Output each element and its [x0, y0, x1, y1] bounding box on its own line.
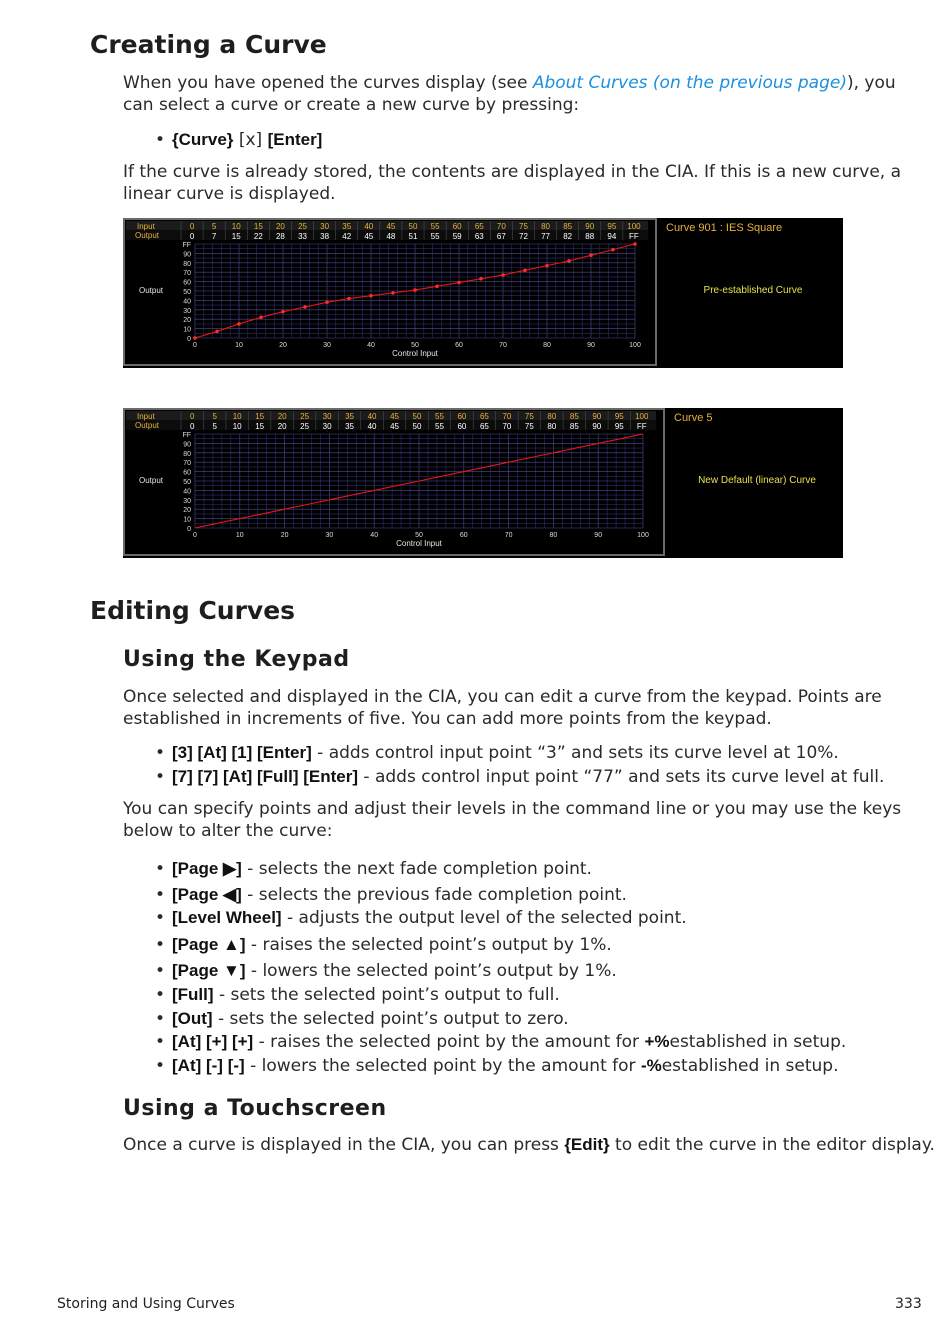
curve-point	[611, 248, 615, 252]
input-value: 70	[502, 412, 512, 421]
input-value: 55	[430, 222, 440, 231]
key-curve: {Curve}	[172, 130, 234, 149]
y-tick-label: 30	[183, 497, 191, 505]
output-value: 55	[430, 232, 440, 241]
input-value: 20	[277, 412, 287, 421]
bullet-dot: •	[155, 1056, 166, 1076]
key-label: [At] [+] [+]	[172, 1032, 254, 1051]
input-value: 90	[592, 412, 602, 421]
bullet-dot: •	[155, 130, 166, 150]
x-tick-label: 70	[504, 532, 513, 539]
bullet-dot: •	[155, 961, 166, 981]
bullet-dot: •	[155, 985, 166, 1005]
key-list-item	[155, 934, 612, 956]
bullet-text: established in setup.	[669, 1032, 847, 1052]
x-tick-label: 50	[415, 532, 423, 539]
input-value: 15	[253, 222, 263, 231]
paragraph-text: to edit the curve in the editor display.	[609, 1135, 935, 1155]
input-value: 45	[386, 222, 396, 231]
key-amount: -%	[640, 1056, 662, 1075]
output-value: 80	[547, 422, 557, 431]
bullet-dot: •	[155, 743, 166, 763]
x-tick-label: 100	[629, 342, 641, 349]
paragraph-text: Once a curve is displayed in the CIA, you can press	[123, 1135, 565, 1155]
x-axis-label: Control Input	[392, 349, 438, 358]
bullet-text: - lowers the selected point’s output by 1%.	[245, 961, 617, 981]
x-axis-label: Control Input	[396, 539, 442, 548]
y-tick-label: FF	[182, 432, 191, 439]
bullet-dot: •	[155, 908, 166, 928]
output-value: FF	[629, 232, 639, 241]
curve-point	[391, 291, 395, 295]
output-value: 82	[563, 232, 573, 241]
input-value: 10	[232, 412, 242, 421]
x-tick-label: 60	[455, 342, 463, 349]
curve-title: Curve 5	[674, 412, 713, 424]
input-value: 90	[585, 222, 595, 231]
heading-editing-curves: Editing Curves	[90, 596, 296, 625]
input-value: 75	[524, 412, 534, 421]
x-tick-label: 10	[235, 532, 244, 539]
curve-point	[259, 316, 263, 320]
output-value: 22	[253, 232, 263, 241]
bullet-keypad-1	[155, 742, 839, 764]
curve-point	[325, 300, 329, 304]
key-label: [Level Wheel]	[172, 908, 282, 927]
heading-creating-a-curve: Creating a Curve	[90, 30, 327, 59]
y-tick-label: 10	[183, 326, 191, 334]
x-tick-label: 50	[411, 342, 419, 349]
curve-point	[215, 330, 219, 334]
bullet-dot: •	[155, 1032, 166, 1052]
key-label: [Out]	[172, 1009, 213, 1028]
bullet-text: - adjusts the output level of the selected point.	[281, 908, 687, 928]
input-value: 70	[496, 222, 506, 231]
output-label: Output	[135, 231, 160, 240]
x-tick-label: 80	[549, 532, 558, 539]
x-tick-label: 20	[279, 342, 287, 349]
input-value: 5	[211, 222, 217, 231]
output-value: 20	[277, 422, 287, 431]
bullet-text: - adds control input point “77” and sets its curve level at full.	[358, 767, 885, 787]
paragraph-specify-points: You can specify points and adjust their levels in the command line or you may use the keys below to alter the curve:	[123, 799, 902, 841]
curve-screenshot-linear	[123, 408, 843, 558]
key-amount: +%	[644, 1032, 670, 1051]
x-tick-label: 0	[193, 532, 197, 539]
curve-point	[501, 273, 505, 277]
heading-using-a-touchscreen: Using a Touchscreen	[123, 1096, 387, 1121]
x-tick-label: 100	[637, 532, 649, 539]
curve-point	[589, 253, 593, 257]
output-value: 94	[607, 232, 617, 241]
output-value: 50	[412, 422, 422, 431]
y-tick-label: 90	[183, 251, 191, 259]
x-tick-label: 30	[325, 532, 334, 539]
bullet-dot: •	[155, 935, 166, 955]
curve-description: New Default (linear) Curve	[698, 475, 816, 486]
curve-screenshot-svg	[123, 408, 843, 558]
input-value: 50	[408, 222, 418, 231]
bullet-dot: •	[155, 885, 166, 905]
curve-point	[237, 322, 241, 326]
output-value: 38	[320, 232, 330, 241]
x-tick-label: 30	[323, 342, 331, 349]
y-tick-label: 60	[183, 469, 191, 477]
output-value: 65	[479, 422, 489, 431]
y-tick-label: 70	[183, 270, 191, 278]
key-list-item	[155, 1008, 569, 1030]
output-value: 15	[255, 422, 265, 431]
y-tick-label: 60	[183, 279, 191, 287]
output-value: 42	[342, 232, 352, 241]
output-value: 60	[457, 422, 467, 431]
key-list-item	[155, 984, 560, 1006]
y-tick-label: 30	[183, 307, 191, 315]
footer-section-title: Storing and Using Curves	[57, 1296, 235, 1312]
y-axis-label: Output	[139, 476, 164, 485]
input-value: 85	[563, 222, 573, 231]
curve-point	[457, 281, 461, 285]
input-value: 75	[519, 222, 528, 231]
key-label: [At] [-] [-]	[172, 1056, 245, 1075]
bullet-text: - selects the previous fade completion point.	[241, 885, 627, 905]
y-tick-label: FF	[182, 242, 191, 249]
y-tick-label: 0	[187, 336, 191, 343]
y-tick-label: 20	[183, 507, 191, 515]
y-tick-label: 50	[183, 289, 191, 296]
bullet-dot: •	[155, 767, 166, 787]
x-tick-label: 10	[235, 342, 243, 349]
input-label: Input	[137, 412, 155, 421]
bullet-text: - sets the selected point’s output to zero.	[212, 1009, 569, 1029]
x-tick-label: 0	[193, 342, 197, 349]
curve-point	[369, 294, 373, 298]
about-curves-link[interactable]: About Curves (on the previous page)	[532, 73, 847, 93]
output-value: 33	[298, 232, 307, 241]
y-tick-label: 50	[183, 479, 191, 486]
x-tick-label: 90	[594, 532, 603, 539]
paragraph-keypad-edit: Once selected and displayed in the CIA, you can edit a curve from the keypad. Points are established in increments of five. You can add more points from the keypad.	[123, 687, 882, 729]
bullet-dot: •	[155, 1009, 166, 1029]
key-label: [Page ◀]	[172, 885, 242, 904]
output-value: 0	[189, 232, 195, 241]
footer-page-number: 333	[895, 1296, 922, 1312]
output-value: 48	[386, 232, 396, 241]
x-tick-label: 70	[499, 342, 507, 349]
input-value: 30	[322, 412, 332, 421]
input-value: 35	[342, 222, 352, 231]
output-value: 72	[519, 232, 528, 241]
output-value: 70	[502, 422, 512, 431]
heading-using-the-keypad: Using the Keypad	[123, 647, 350, 672]
x-tick-label: 90	[587, 342, 595, 349]
paragraph-text: ), you can select a curve or create a new curve by pressing:	[123, 73, 896, 115]
output-value: 7	[211, 232, 217, 241]
key-label: [Page ▲]	[172, 935, 246, 954]
input-value: 5	[212, 412, 217, 421]
key-label: [Page ▼]	[172, 961, 246, 980]
input-value: 40	[367, 412, 377, 421]
curve-point	[303, 305, 307, 309]
bullet-text: - raises the selected point by the amount for	[253, 1032, 645, 1052]
key-list-item	[155, 907, 687, 929]
input-value: 50	[412, 412, 422, 421]
x-tick-label: 40	[370, 532, 379, 539]
bullet-text: - raises the selected point’s output by 1%.	[245, 935, 612, 955]
x-tick-label: 20	[280, 532, 289, 539]
key-edit: {Edit}	[564, 1135, 610, 1154]
output-value: 25	[300, 422, 310, 431]
key-sequence: [3] [At] [1] [Enter]	[172, 743, 312, 762]
curve-point	[479, 277, 483, 281]
input-value: 15	[255, 412, 265, 421]
curve-screenshot-ies-square	[123, 218, 843, 368]
input-value: 60	[452, 222, 462, 231]
output-value: FF	[636, 422, 647, 431]
y-tick-label: 80	[183, 450, 191, 458]
output-value: 77	[541, 232, 551, 241]
input-value: 95	[607, 222, 617, 231]
paragraph-open-curves	[123, 72, 923, 116]
input-label: Input	[137, 222, 155, 231]
y-tick-label: 90	[183, 441, 191, 449]
output-label: Output	[135, 421, 160, 430]
input-value: 100	[627, 222, 641, 231]
x-tick-label: 60	[459, 532, 468, 539]
output-value: 90	[592, 422, 602, 431]
input-value: 80	[547, 412, 557, 421]
output-value: 45	[364, 232, 374, 241]
key-label: [Full]	[172, 985, 214, 1004]
curve-screenshot-svg	[123, 218, 843, 368]
output-value: 0	[190, 422, 195, 431]
input-value: 0	[190, 412, 195, 421]
input-value: 25	[300, 412, 310, 421]
output-value: 59	[452, 232, 462, 241]
key-list-item	[155, 1031, 846, 1053]
key-list-item	[155, 960, 617, 982]
curve-point	[567, 259, 571, 263]
curve-point	[193, 336, 197, 340]
input-value: 25	[298, 222, 307, 231]
bullet-text: - adds control input point “3” and sets its curve level at 10%.	[311, 743, 839, 763]
bullet-dot: •	[155, 859, 166, 879]
y-tick-label: 20	[183, 317, 191, 325]
bullet-text: - sets the selected point’s output to full.	[213, 985, 560, 1005]
output-value: 28	[275, 232, 285, 241]
input-value: 80	[541, 222, 551, 231]
output-value: 75	[524, 422, 534, 431]
output-value: 51	[408, 232, 418, 241]
output-value: 30	[322, 422, 332, 431]
output-value: 67	[496, 232, 506, 241]
y-tick-label: 80	[183, 260, 191, 268]
input-value: 35	[345, 412, 355, 421]
key-x: [x]	[233, 130, 268, 150]
output-value: 45	[390, 422, 399, 431]
bullet-curve-enter	[155, 129, 322, 151]
paragraph-curve-stored: If the curve is already stored, the contents are displayed in the CIA. If this is a new curve, a linear curve is displayed.	[123, 162, 902, 204]
key-list-item	[155, 858, 592, 880]
output-value: 63	[474, 232, 484, 241]
output-value: 55	[435, 422, 444, 431]
curve-title: Curve 901 : IES Square	[666, 222, 783, 234]
curve-point	[281, 310, 285, 314]
input-value: 65	[479, 412, 489, 421]
output-value: 10	[232, 422, 242, 431]
paragraph-touchscreen	[123, 1134, 943, 1156]
key-list-item	[155, 884, 627, 906]
input-value: 95	[614, 412, 624, 421]
key-sequence: [7] [7] [At] [Full] [Enter]	[172, 767, 359, 786]
y-tick-label: 40	[183, 488, 191, 496]
output-value: 15	[231, 232, 241, 241]
curve-point	[413, 288, 417, 292]
output-value: 35	[345, 422, 355, 431]
key-enter: [Enter]	[267, 130, 323, 149]
y-tick-label: 40	[183, 298, 191, 306]
bullet-text: established in setup.	[661, 1056, 839, 1076]
y-axis-label: Output	[139, 286, 164, 295]
bullet-text: - selects the next fade completion point.	[241, 859, 592, 879]
y-tick-label: 0	[187, 526, 191, 533]
y-tick-label: 10	[183, 516, 191, 524]
curve-point	[347, 297, 351, 301]
bullet-keypad-2	[155, 766, 884, 788]
output-value: 95	[614, 422, 624, 431]
input-value: 55	[435, 412, 444, 421]
output-value: 40	[367, 422, 377, 431]
curve-point	[545, 264, 549, 268]
input-value: 40	[364, 222, 374, 231]
curve-point	[523, 269, 527, 273]
input-value: 65	[474, 222, 484, 231]
input-value: 85	[569, 412, 579, 421]
key-list-item	[155, 1055, 839, 1077]
input-value: 45	[390, 412, 399, 421]
curve-description: Pre-established Curve	[703, 285, 803, 296]
curve-point	[633, 242, 637, 246]
input-value: 20	[275, 222, 285, 231]
output-value: 5	[212, 422, 217, 431]
input-value: 0	[189, 222, 195, 231]
input-value: 100	[635, 412, 649, 421]
paragraph-text: When you have opened the curves display (see	[123, 73, 533, 93]
output-value: 88	[585, 232, 595, 241]
x-tick-label: 80	[543, 342, 551, 349]
curve-point	[435, 285, 439, 289]
key-label: [Page ▶]	[172, 859, 242, 878]
x-tick-label: 40	[367, 342, 375, 349]
input-value: 10	[231, 222, 241, 231]
input-value: 60	[457, 412, 467, 421]
output-value: 85	[569, 422, 579, 431]
y-tick-label: 70	[183, 460, 191, 468]
bullet-text: - lowers the selected point by the amount for	[244, 1056, 641, 1076]
input-value: 30	[320, 222, 330, 231]
